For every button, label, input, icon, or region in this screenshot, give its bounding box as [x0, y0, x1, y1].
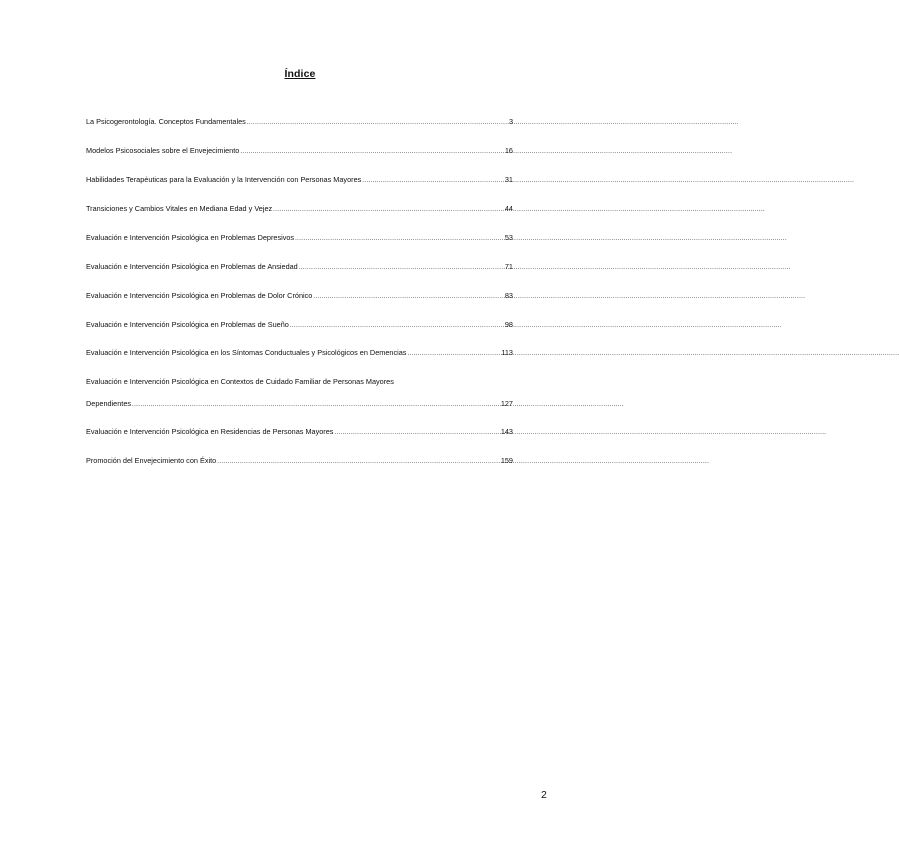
- toc-entry-page: 71: [504, 262, 513, 271]
- toc-entry[interactable]: [86, 204, 513, 213]
- toc-entry-page: 83: [504, 291, 513, 300]
- page-title: Índice: [284, 68, 316, 80]
- toc-entry-page: 159: [500, 456, 513, 465]
- toc-entry-title: Evaluación e Intervención Psicológica en los Síntomas Conductuales y Psicológicos en Demencias: [86, 348, 407, 357]
- toc-entry-page: 44: [504, 204, 513, 213]
- toc-entry-title: La Psicogerontología. Conceptos Fundamentales: [86, 117, 246, 126]
- toc-entry-title: Evaluación e Intervención Psicológica en Problemas de Sueño: [86, 320, 289, 329]
- toc-entry-page: 143: [500, 427, 513, 436]
- toc-entry[interactable]: [86, 262, 513, 271]
- toc-entry-page: 16: [504, 146, 513, 155]
- toc-entry-page: 31: [504, 175, 513, 184]
- toc-entry-title: Transiciones y Cambios Vitales en Mediana Edad y Vejez: [86, 204, 273, 213]
- toc-entry-page: 98: [504, 320, 513, 329]
- toc-entry-title: Evaluación e Intervención Psicológica en Problemas Depresivos: [86, 233, 295, 242]
- toc-dot-leader: [217, 456, 500, 467]
- toc-dot-leader: [334, 427, 499, 438]
- toc-dot-leader: [290, 320, 504, 331]
- toc-entry-title: Habilidades Terapéuticas para la Evaluación y la Intervención con Personas Mayores: [86, 175, 362, 184]
- toc-entry-title: Evaluación e Intervención Psicológica en Residencias de Personas Mayores: [86, 427, 334, 436]
- toc-dot-leader: [240, 146, 504, 157]
- toc-dot-leader: [299, 262, 504, 273]
- toc-dot-leader: [362, 175, 504, 186]
- toc-entry[interactable]: [86, 348, 513, 357]
- toc-entry-page: 53: [504, 233, 513, 242]
- toc-entry-title: Modelos Psicosociales sobre el Envejecimiento: [86, 146, 240, 155]
- toc-entry[interactable]: [86, 233, 513, 242]
- toc-entry[interactable]: [86, 377, 513, 408]
- toc-entry[interactable]: [86, 146, 513, 155]
- toc-entry[interactable]: [86, 117, 513, 126]
- toc-dot-leader: [295, 233, 504, 244]
- toc-entry[interactable]: [86, 291, 513, 300]
- toc-entry[interactable]: [86, 456, 513, 465]
- toc-entry-page: 3: [508, 117, 513, 126]
- toc-dot-leader: [273, 204, 504, 215]
- toc-dot-leader: [247, 117, 508, 128]
- toc-dot-leader: [132, 399, 500, 410]
- toc-entry[interactable]: [86, 320, 513, 329]
- toc-dot-leader: [313, 291, 504, 302]
- toc-entry[interactable]: [86, 427, 513, 436]
- toc-entry-title-line1: Evaluación e Intervención Psicológica en Contextos de Cuidado Familiar de Personas Mayores: [86, 377, 394, 386]
- toc-dot-leader: [407, 348, 500, 359]
- toc-entry-title: Dependientes: [86, 399, 132, 408]
- toc-entry-page: 127: [500, 399, 513, 408]
- page-number: 2: [541, 789, 547, 801]
- toc-entry[interactable]: [86, 175, 513, 184]
- toc-entry-title: Evaluación e Intervención Psicológica en Problemas de Ansiedad: [86, 262, 298, 271]
- toc-entry-page: 113: [501, 348, 513, 357]
- toc-entry-title: Promoción del Envejecimiento con Éxito: [86, 456, 217, 465]
- toc-entry-title: Evaluación e Intervención Psicológica en Problemas de Dolor Crónico: [86, 291, 313, 300]
